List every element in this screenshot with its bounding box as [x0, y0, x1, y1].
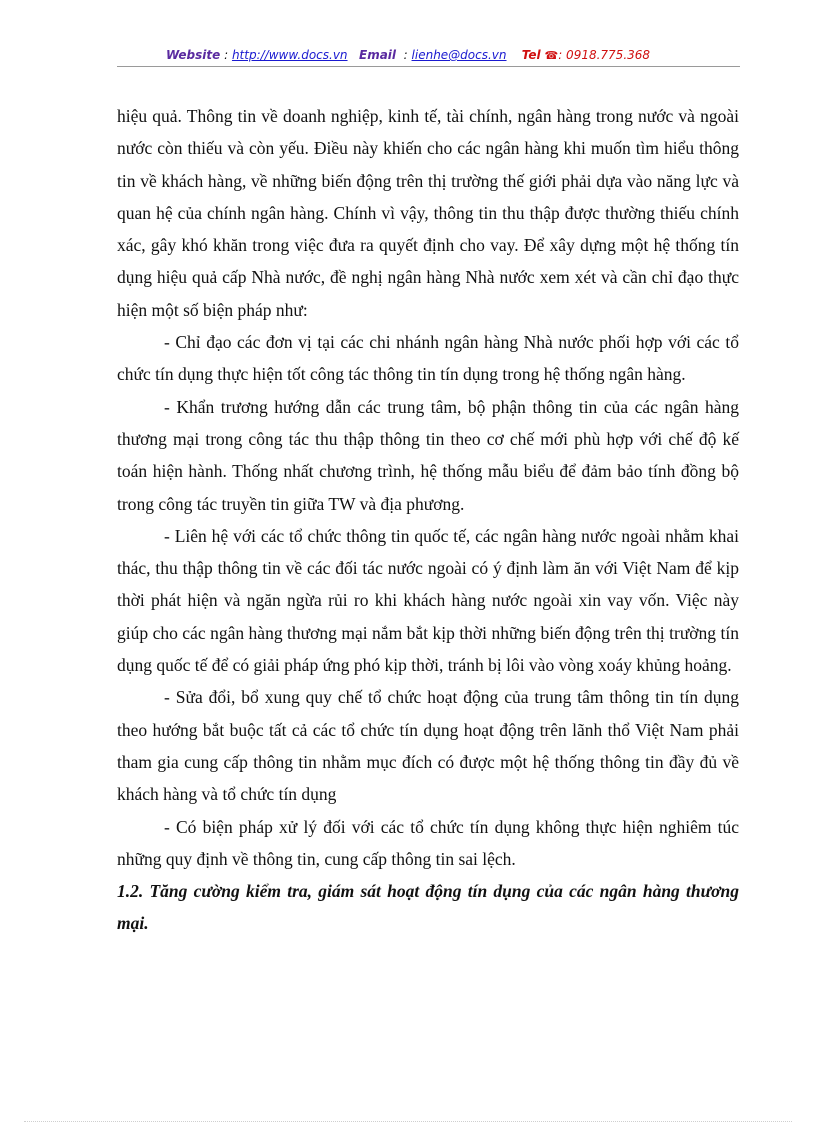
email-link[interactable]: lienhe@docs.vn — [411, 48, 507, 62]
bullet-item-4: - Sửa đổi, bổ xung quy chế tổ chức hoạt động của trung tâm thông tin tín dụng theo hướng bắt buộc tất cả các tổ chức tín dụng hoạt động trên lãnh thổ Việt Nam phải tham gia cung cấp thông tin nhằm mục đích có được một hệ thống thông tin đầy đủ về khách hàng và tổ chức tín dụng — [117, 687, 739, 805]
bullet-item-2: - Khẩn trương hướng dẫn các trung tâm, bộ phận thông tin của các ngân hàng thương mại trong công tác thu thập thông tin theo cơ chế mới phù hợp với chế độ kế toán hiện hành. Thống nhất chương trình, hệ thống mẫu biểu để đảm bảo tính đồng bộ trong công tác truyền tin giữa TW và địa phương. — [117, 396, 739, 514]
bullet-item-1: - Chỉ đạo các đơn vị tại các chi nhánh ngân hàng Nhà nước phối hợp với các tổ chức tín dụng thực hiện tốt công tác thông tin tín dụng trong hệ thống ngân hàng. — [117, 332, 739, 385]
email-label: Email — [359, 48, 397, 62]
paragraph-intro: hiệu quả. Thông tin về doanh nghiệp, kinh tế, tài chính, ngân hàng trong nước và ngoài nước còn thiếu và còn yếu. Điều này khiến cho các ngân hàng khi muốn tìm hiểu thông tin về khách hàng, về những biến động trên thị trường thế giới phải dựa vào năng lực và quan hệ của chính ngân hàng. Chính vì vậy, thông tin thu thập được thường thiếu chính xác, gây khó khăn trong việc đưa ra quyết định cho vay. Để xây dựng một hệ thống tín dụng hiệu quả cấp Nhà nước, đề nghị ngân hàng Nhà nước xem xét và cần chỉ đạo thực hiện một số biện pháp như: — [117, 106, 739, 320]
bullet-item-3: - Liên hệ với các tổ chức thông tin quốc tế, các ngân hàng nước ngoài nhằm khai thác, thu thập thông tin về các đối tác nước ngoài có ý định làm ăn với Việt Nam để kịp thời phát hiện và ngăn ngừa rủi ro khi khách hàng nước ngoài xin vay vốn. Việc này giúp cho các ngân hàng thương mại nắm bắt kịp thời những biến động trên thị trường tín dụng quốc tế để có giải pháp ứng phó kịp thời, tránh bị lôi vào vòng xoáy khủng hoảng. — [117, 525, 739, 676]
email-separator: : — [399, 48, 412, 62]
website-link[interactable]: http://www.docs.vn — [231, 48, 348, 62]
page-header — [0, 47, 816, 64]
tel-number: : 0918.775.368 — [558, 48, 651, 62]
phone-icon: ☎ — [544, 49, 559, 62]
footer-divider — [24, 1121, 792, 1122]
tel-label: Tel — [521, 48, 541, 62]
section-heading: 1.2. Tăng cường kiểm tra, giám sát hoạt động tín dụng của các ngân hàng thương mại. — [117, 881, 739, 934]
website-label: Website — [165, 48, 221, 62]
website-separator: : — [220, 48, 232, 62]
header-divider — [117, 66, 740, 67]
bullet-item-5: - Có biện pháp xử lý đối với các tổ chức tín dụng không thực hiện nghiêm túc những quy định về thông tin, cung cấp thông tin sai lệch. — [117, 816, 739, 869]
document-body — [117, 100, 739, 940]
